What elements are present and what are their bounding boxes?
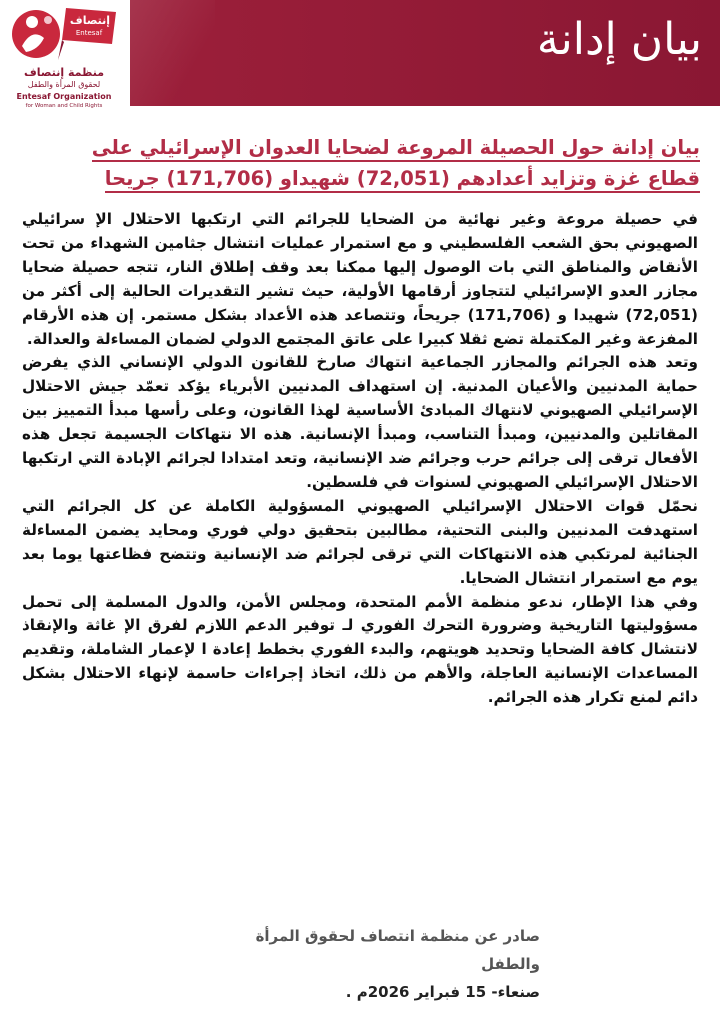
body-paragraph-1: في حصيلة مروعة وغير نهائية من الضحايا للجرائم التي ارتكبها الاحتلال الإ سرائيلي الصهيوني بحق الشعب الفلسطيني و مع استمرار عمليات انتشال جثامين الشهداء من تحت الأنقاض والمناطق التي بات الوصول إليها ممكنا بعد وقف إطلاق النار، تتجه حصيلة ضحايا مجازر العدو الإسرائيلي لتتجاوز أرقامها الأولية، حيث تشير التقديرات الحالية إلى أكثر من (72,051) شهيدا و (171,706) جريحاً، وتتصاعد هذه الأعداد بشكل مستمر. إن هذه الأرقام المفزعة وغير المكتملة تضع ثقلا كبيرا على عاتق المجتمع الدولي لضمان المساءلة والعدالة. (22, 210, 698, 348)
date-line: صنعاء- 15 فبراير 2026م . (345, 983, 540, 1001)
body-paragraph-2: وتعد هذه الجرائم والمجازر الجماعية انتهاك صارخ للقانون الدولي الإنساني الذي يفرض حماية المدنيين والأعيان المدنية. إن استهداف المدنيين الأبرياء يؤكد تعمّد جيش الاحتلال الإسرائيلي الصهيوني لانتهاك المبادئ الأساسية لهذا القانون، وعلى رأسها مبدأ التمييز بين المقاتلين والمدنيين، ومبدأ التناسب، ومبدأ الإنسانية. هذه الا نتهاكات الجسيمة تجعل هذه الأفعال ترقى إلى جرائم حرب وجرائم ضد الإنسانية، وتعد امتدادا لجرائم الإبادة التي ارتكبها الاحتلال الإسرائيلي الصهيوني لسنوات في فلسطين. (22, 353, 698, 491)
headline-line-2: قطاع غزة وتزايد أعدادهم (72,051) شهيداو (171,706) جريحا (105, 167, 700, 193)
logo-org-name-en: Entesaf Organization (16, 92, 112, 101)
statement-body (22, 208, 698, 710)
statement-footer (200, 922, 540, 1006)
svg-text:إنتصاف: إنتصاف (69, 14, 111, 27)
headline-line-1: بيان إدانة حول الحصيلة المروعة لضحايا العدوان الإسرائيلي على (92, 136, 700, 162)
logo-org-subtitle-en: for Woman and Child Rights (25, 103, 103, 109)
body-paragraph-4: وفي هذا الإطار، ندعو منظمة الأمم المتحدة، ومجلس الأمن، والدول المسلمة إلى تحمل مسؤوليتها التاريخية وضرورة التحرك الفوري لـ توفير الدعم اللازم لفرق الإ غاثة والإنقاذ لانتشال كافة الضحايا وتحديد هويتهم، والبدء الفوري بخطط إعادة ا لإعمار الشاملة، وتقديم المساعدات الإنسانية العاجلة، والأهم من ذلك، اتخاذ إجراءات حاسمة لإنهاء الاحتلال بشكل دائم لمنع تكرار هذه الجرائم. (22, 592, 698, 707)
body-paragraph-3: نحمّل قوات الاحتلال الإسرائيلي الصهيوني المسؤولية الكاملة عن كل الجرائم التي استهدفت المدنيين والبنى التحتية، مطالبين بتحقيق دولي فوري ومحايد يضمن المساءلة الجنائية لمرتكبي هذه الانتهاكات التي ترقى لجرائم ضد الإنسانية وتتضح فظاعتها يوما بعد يوم مع استمرار انتشال الضحايا. (22, 496, 698, 587)
issuer-line: صادر عن منظمة انتصاف لحقوق المرأة والطفل (255, 927, 540, 973)
logo-org-name-ar: منظمة إنتصاف (23, 66, 105, 79)
svg-text:Entesaf: Entesaf (75, 29, 103, 37)
header-accent-shape (130, 0, 215, 106)
organization-logo (0, 0, 128, 118)
page-title: بيان إدانة (536, 14, 702, 65)
entesaf-logo-icon (8, 2, 120, 66)
logo-org-subtitle-ar: لحقوق المرأة والطفل (27, 80, 101, 89)
statement-headline (40, 132, 700, 194)
